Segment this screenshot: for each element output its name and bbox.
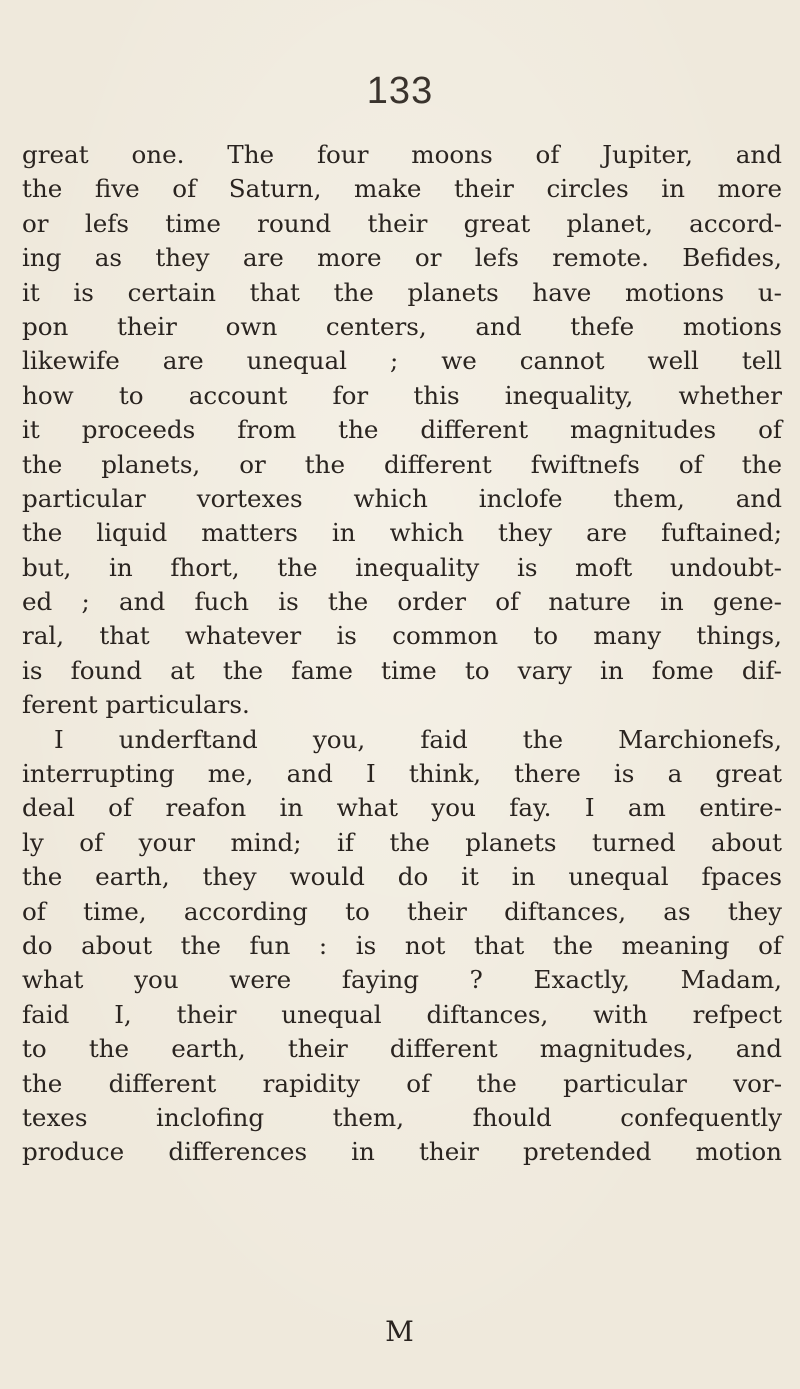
body-text [22, 138, 782, 1170]
text-line: ral, that whatever is common to many things, [22, 621, 782, 651]
text-line: of time, according to their diftances, as they [22, 896, 782, 926]
text-line: deal of reafon in what you fay. I am entire- [22, 793, 782, 823]
text-line: how to account for this inequality, whether [22, 380, 782, 410]
text-line: what you were faying ? Exactly, Madam, [22, 965, 782, 995]
signature-mark: M [385, 1315, 415, 1348]
text-line: texes inclofing them, fhould confequently [22, 1102, 782, 1132]
text-line: do about the fun : is not that the meaning of [22, 930, 782, 960]
text-line: pon their own centers, and thefe motions [22, 311, 782, 341]
text-line: particular vortexes which inclofe them, and [22, 483, 782, 513]
text-line: the liquid matters in which they are fuftained; [22, 518, 782, 548]
text-line: the five of Saturn, make their circles in more [22, 174, 782, 204]
paragraph-start-line: I underftand you, faid the Marchionefs, [54, 724, 782, 754]
text-line: great one. The four moons of Jupiter, and [22, 140, 782, 169]
text-line: produce differences in their pretended motion [22, 1137, 782, 1167]
text-line: the different rapidity of the particular vor- [22, 1068, 782, 1098]
text-line: the planets, or the different fwiftnefs of the [22, 449, 782, 479]
text-line: ly of your mind; if the planets turned about [22, 827, 782, 857]
text-line: or lefs time round their great planet, accord- [22, 208, 782, 238]
text-line: interrupting me, and I think, there is a great [22, 759, 782, 789]
text-line: the earth, they would do it in unequal fpaces [22, 862, 782, 892]
text-line: ed ; and fuch is the order of nature in gene- [22, 587, 782, 617]
text-line: it proceeds from the different magnitudes of [22, 415, 782, 445]
text-line: is found at the fame time to vary in fome dif- [22, 655, 782, 685]
text-line: faid I, their unequal diftances, with refpect [22, 999, 782, 1029]
text-line: likewife are unequal ; we cannot well tell [22, 346, 782, 376]
text-line: ing as they are more or lefs remote. Befides, [22, 243, 782, 273]
page-number: 133 [366, 70, 434, 112]
paragraph-end-line: ferent particulars. [22, 690, 250, 720]
text-line: it is certain that the planets have motions u- [22, 277, 782, 307]
text-line: but, in fhort, the inequality is moft undoubt- [22, 552, 782, 582]
text-line: to the earth, their different magnitudes, and [22, 1034, 782, 1064]
